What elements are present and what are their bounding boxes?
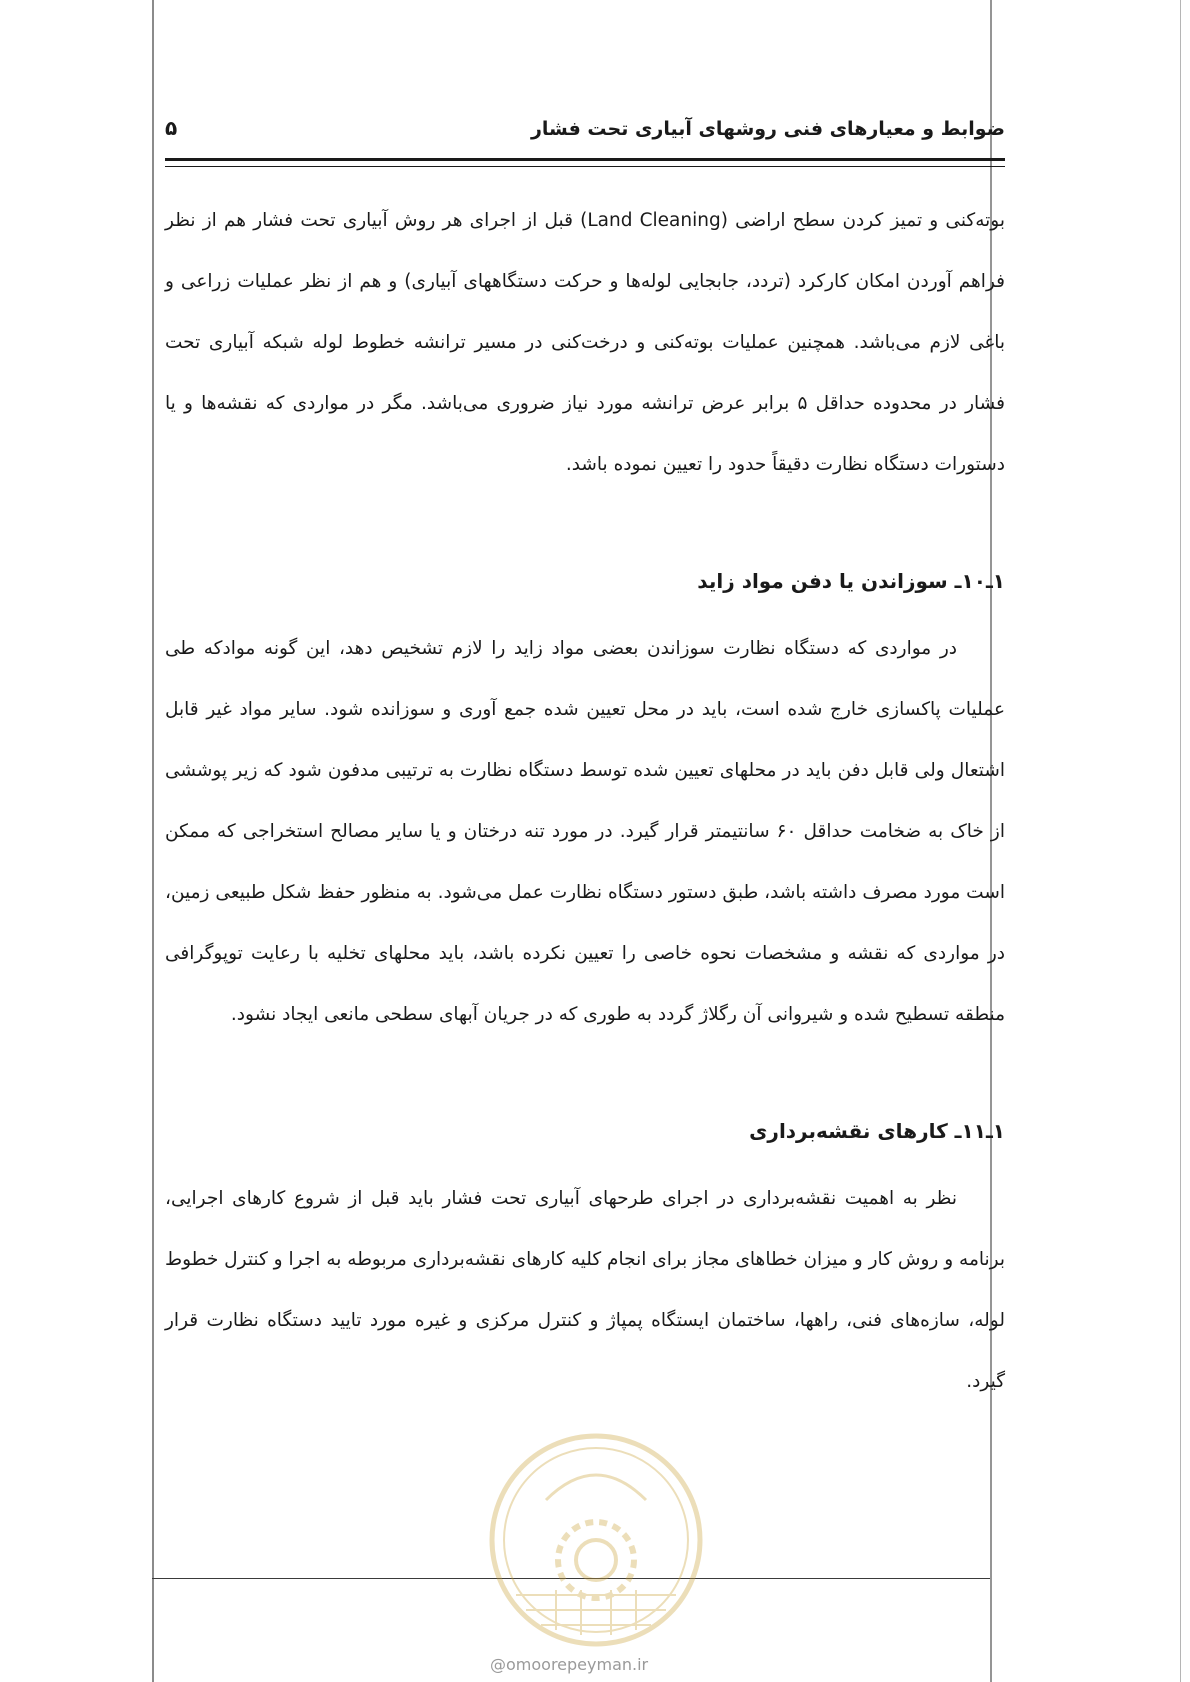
scan-left-edge [152,0,154,1682]
page-header [165,110,1005,150]
section-10-paragraph: در مواردی که دستگاه نظارت سوزاندن بعضی مواد زاید را لازم تشخیص دهد، این گونه موادکه طی عملیات پاکسازی خارج شده است، باید در محل تعیین شده جمع آوری و سوزانده شود. سایر مواد غیر قابل اشتعال ولی قابل دفن باید در محلهای تعیین شده توسط دستگاه نظارت به ترتیبی مدفون شود که زیر پوششی از خاک به ضخامت حداقل ۶۰ سانتیمتر قرار گیرد. در مورد تنه درختان و یا سایر مصالح استخراجی که ممکن است مورد مصرف داشته باشد، طبق دستور دستگاه نظارت عمل می‌شود. به منظور حفظ شکل طبیعی زمین، در مواردی که نقشه و مشخصات نحوه خاصی را تعیین نکرده باشد، باید محلهای تخلیه با رعایت توپوگرافی منطقه تسطیح شده و شیروانی آن رگلاژ گردد به طوری که در جریان آبهای سطحی مانعی ایجاد نشود. [165,638,1005,1025]
watermark-url: @omoorepeyman.ir [490,1655,649,1674]
section-11-heading: ۱ـ۱۱ـ کارهای نقشه‌برداری [749,1119,1005,1143]
seal-watermark [486,1430,706,1650]
header-rule-thin [165,166,1005,167]
running-title: ضوابط و معیارهای فنی روشهای آبیاری تحت فشار [530,118,1005,140]
page-body [165,190,1005,1412]
header-rule-thick [165,158,1005,161]
scan-outer-edge [1180,0,1181,1682]
page-number: ۵ [165,116,178,140]
section-10-heading: ۱ـ۱۰ـ سوزاندن یا دفن مواد زاید [697,569,1005,593]
section-11-paragraph: نظر به اهمیت نقشه‌برداری در اجرای طرحهای آبیاری تحت فشار باید قبل از شروع کارهای اجرایی، برنامه و روش کار و میزان خطاهای مجاز برای انجام کلیه کارهای نقشه‌برداری مربوطه به اجرا و کنترل خطوط لوله، سازه‌های فنی، راهها، ساختمان ایستگاه پمپاژ و کنترل مرکزی و غیره مورد تایید دستگاه نظارت قرار گیرد. [165,1188,1005,1392]
intro-paragraph: بوته‌کنی و تمیز کردن سطح اراضی (Land Cleaning) قبل از اجرای هر روش آبیاری تحت فشار هم از نظر فراهم آوردن امکان کارکرد (تردد، جابجایی لوله‌ها و حرکت دستگاههای آبیاری) و هم از نظر عملیات زراعی و باغی لازم می‌باشد. همچنین عملیات بوته‌کنی و درخت‌کنی در مسیر ترانشه خطوط لوله شبکه آبیاری تحت فشار در محدوده حداقل ۵ برابر عرض ترانشه مورد نیاز ضروری می‌باشد. مگر در مواردی که نقشه‌ها و یا دستورات دستگاه نظارت دقیقاً حدود را تعیین نموده باشد. [165,210,1005,475]
